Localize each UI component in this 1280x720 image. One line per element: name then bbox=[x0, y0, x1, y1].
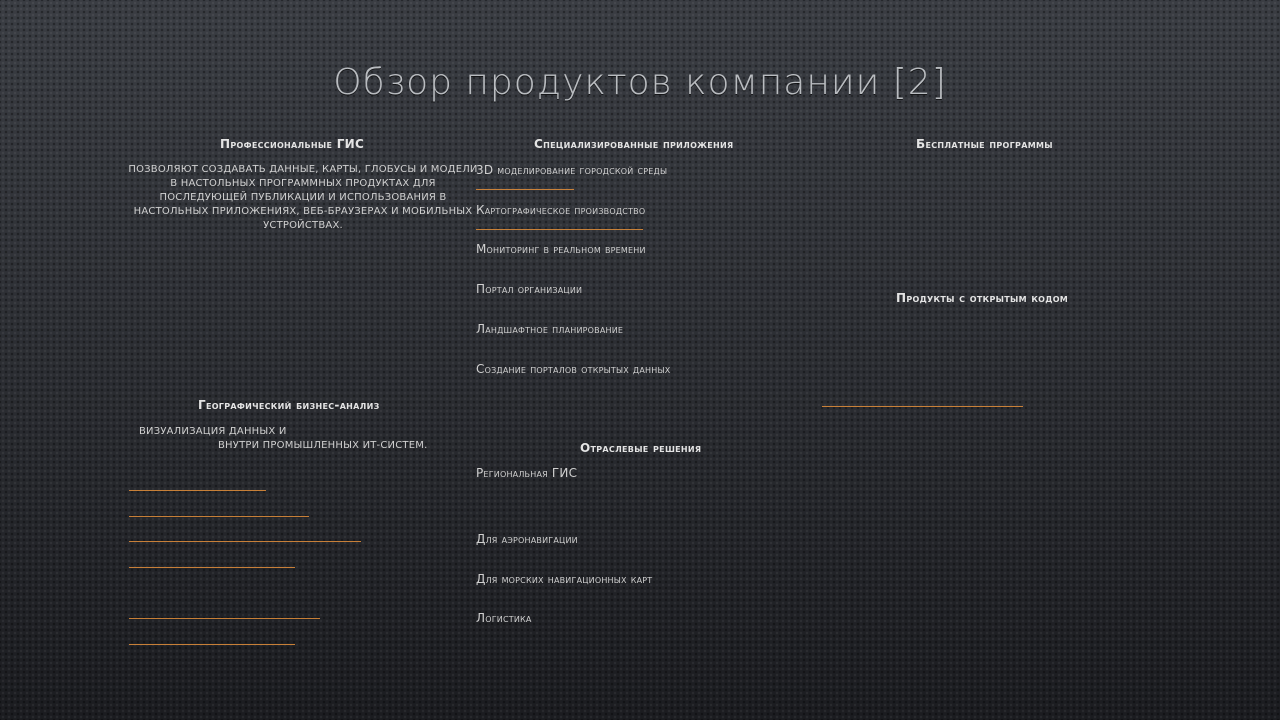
empty-link-5[interactable] bbox=[129, 618, 320, 619]
list-item-organization-portal[interactable]: Портал организации bbox=[476, 282, 583, 296]
link-underline-cartographic-production bbox=[476, 229, 643, 230]
list-item-nautical-charts[interactable]: Для морских навигационных карт bbox=[476, 572, 653, 586]
empty-link-open-source[interactable] bbox=[822, 406, 1023, 407]
description-business-analysis-line1: ВИЗУАЛИЗАЦИЯ ДАННЫХ И bbox=[139, 426, 287, 437]
empty-link-1[interactable] bbox=[129, 490, 266, 491]
list-item-cartographic-production[interactable]: Картографическое производство bbox=[476, 203, 646, 217]
empty-link-3[interactable] bbox=[129, 541, 361, 542]
list-item-aeronavigation[interactable]: Для аэронавигации bbox=[476, 532, 578, 546]
list-item-logistics[interactable]: Логистика bbox=[476, 611, 532, 625]
list-item-realtime-monitoring[interactable]: Мониторинг в реальном времени bbox=[476, 242, 646, 256]
empty-link-2[interactable] bbox=[129, 516, 309, 517]
heading-open-source: Продукты с открытым кодом bbox=[896, 291, 1069, 305]
list-item-open-data-portals[interactable]: Создание порталов открытых данных bbox=[476, 362, 671, 376]
heading-industry-solutions: Отраслевые решения bbox=[580, 441, 702, 455]
heading-specialized-apps: Специализированные приложения bbox=[534, 137, 734, 151]
list-item-regional-gis[interactable]: Региональная ГИС bbox=[476, 466, 578, 480]
link-underline-3d-modeling bbox=[476, 189, 574, 190]
description-professional-gis: ПОЗВОЛЯЮТ СОЗДАВАТЬ ДАННЫЕ, КАРТЫ, ГЛОБУСЫ И МОДЕЛИ В НАСТОЛЬНЫХ ПРОГРАММНЫХ ПРОДУКТАХ ДЛЯ ПОСЛЕДУЮЩЕЙ ПУБЛИКАЦИИ И ИСПОЛЬЗОВАНИЯ В НАСТОЛЬНЫХ ПРИЛОЖЕНИЯХ, ВЕБ-БРАУЗЕРАХ И МОБИЛЬНЫХ УСТРОЙСТВАХ. bbox=[128, 164, 478, 231]
list-item-landscape-planning[interactable]: Ландшафтное планирование bbox=[476, 322, 624, 336]
empty-link-6[interactable] bbox=[129, 644, 295, 645]
heading-business-analysis: Географический бизнес-анализ bbox=[198, 398, 380, 412]
list-item-3d-modeling[interactable]: 3D моделирование городской среды bbox=[476, 163, 668, 177]
heading-free-programs: Бесплатные программы bbox=[916, 137, 1053, 151]
heading-professional-gis: Профессиональные ГИС bbox=[220, 137, 365, 151]
empty-link-4[interactable] bbox=[129, 567, 295, 568]
description-business-analysis-line2: ВНУТРИ ПРОМЫШЛЕННЫХ ИТ-СИСТЕМ. bbox=[218, 440, 428, 451]
slide-title: Обзор продуктов компании [2] bbox=[333, 62, 947, 103]
